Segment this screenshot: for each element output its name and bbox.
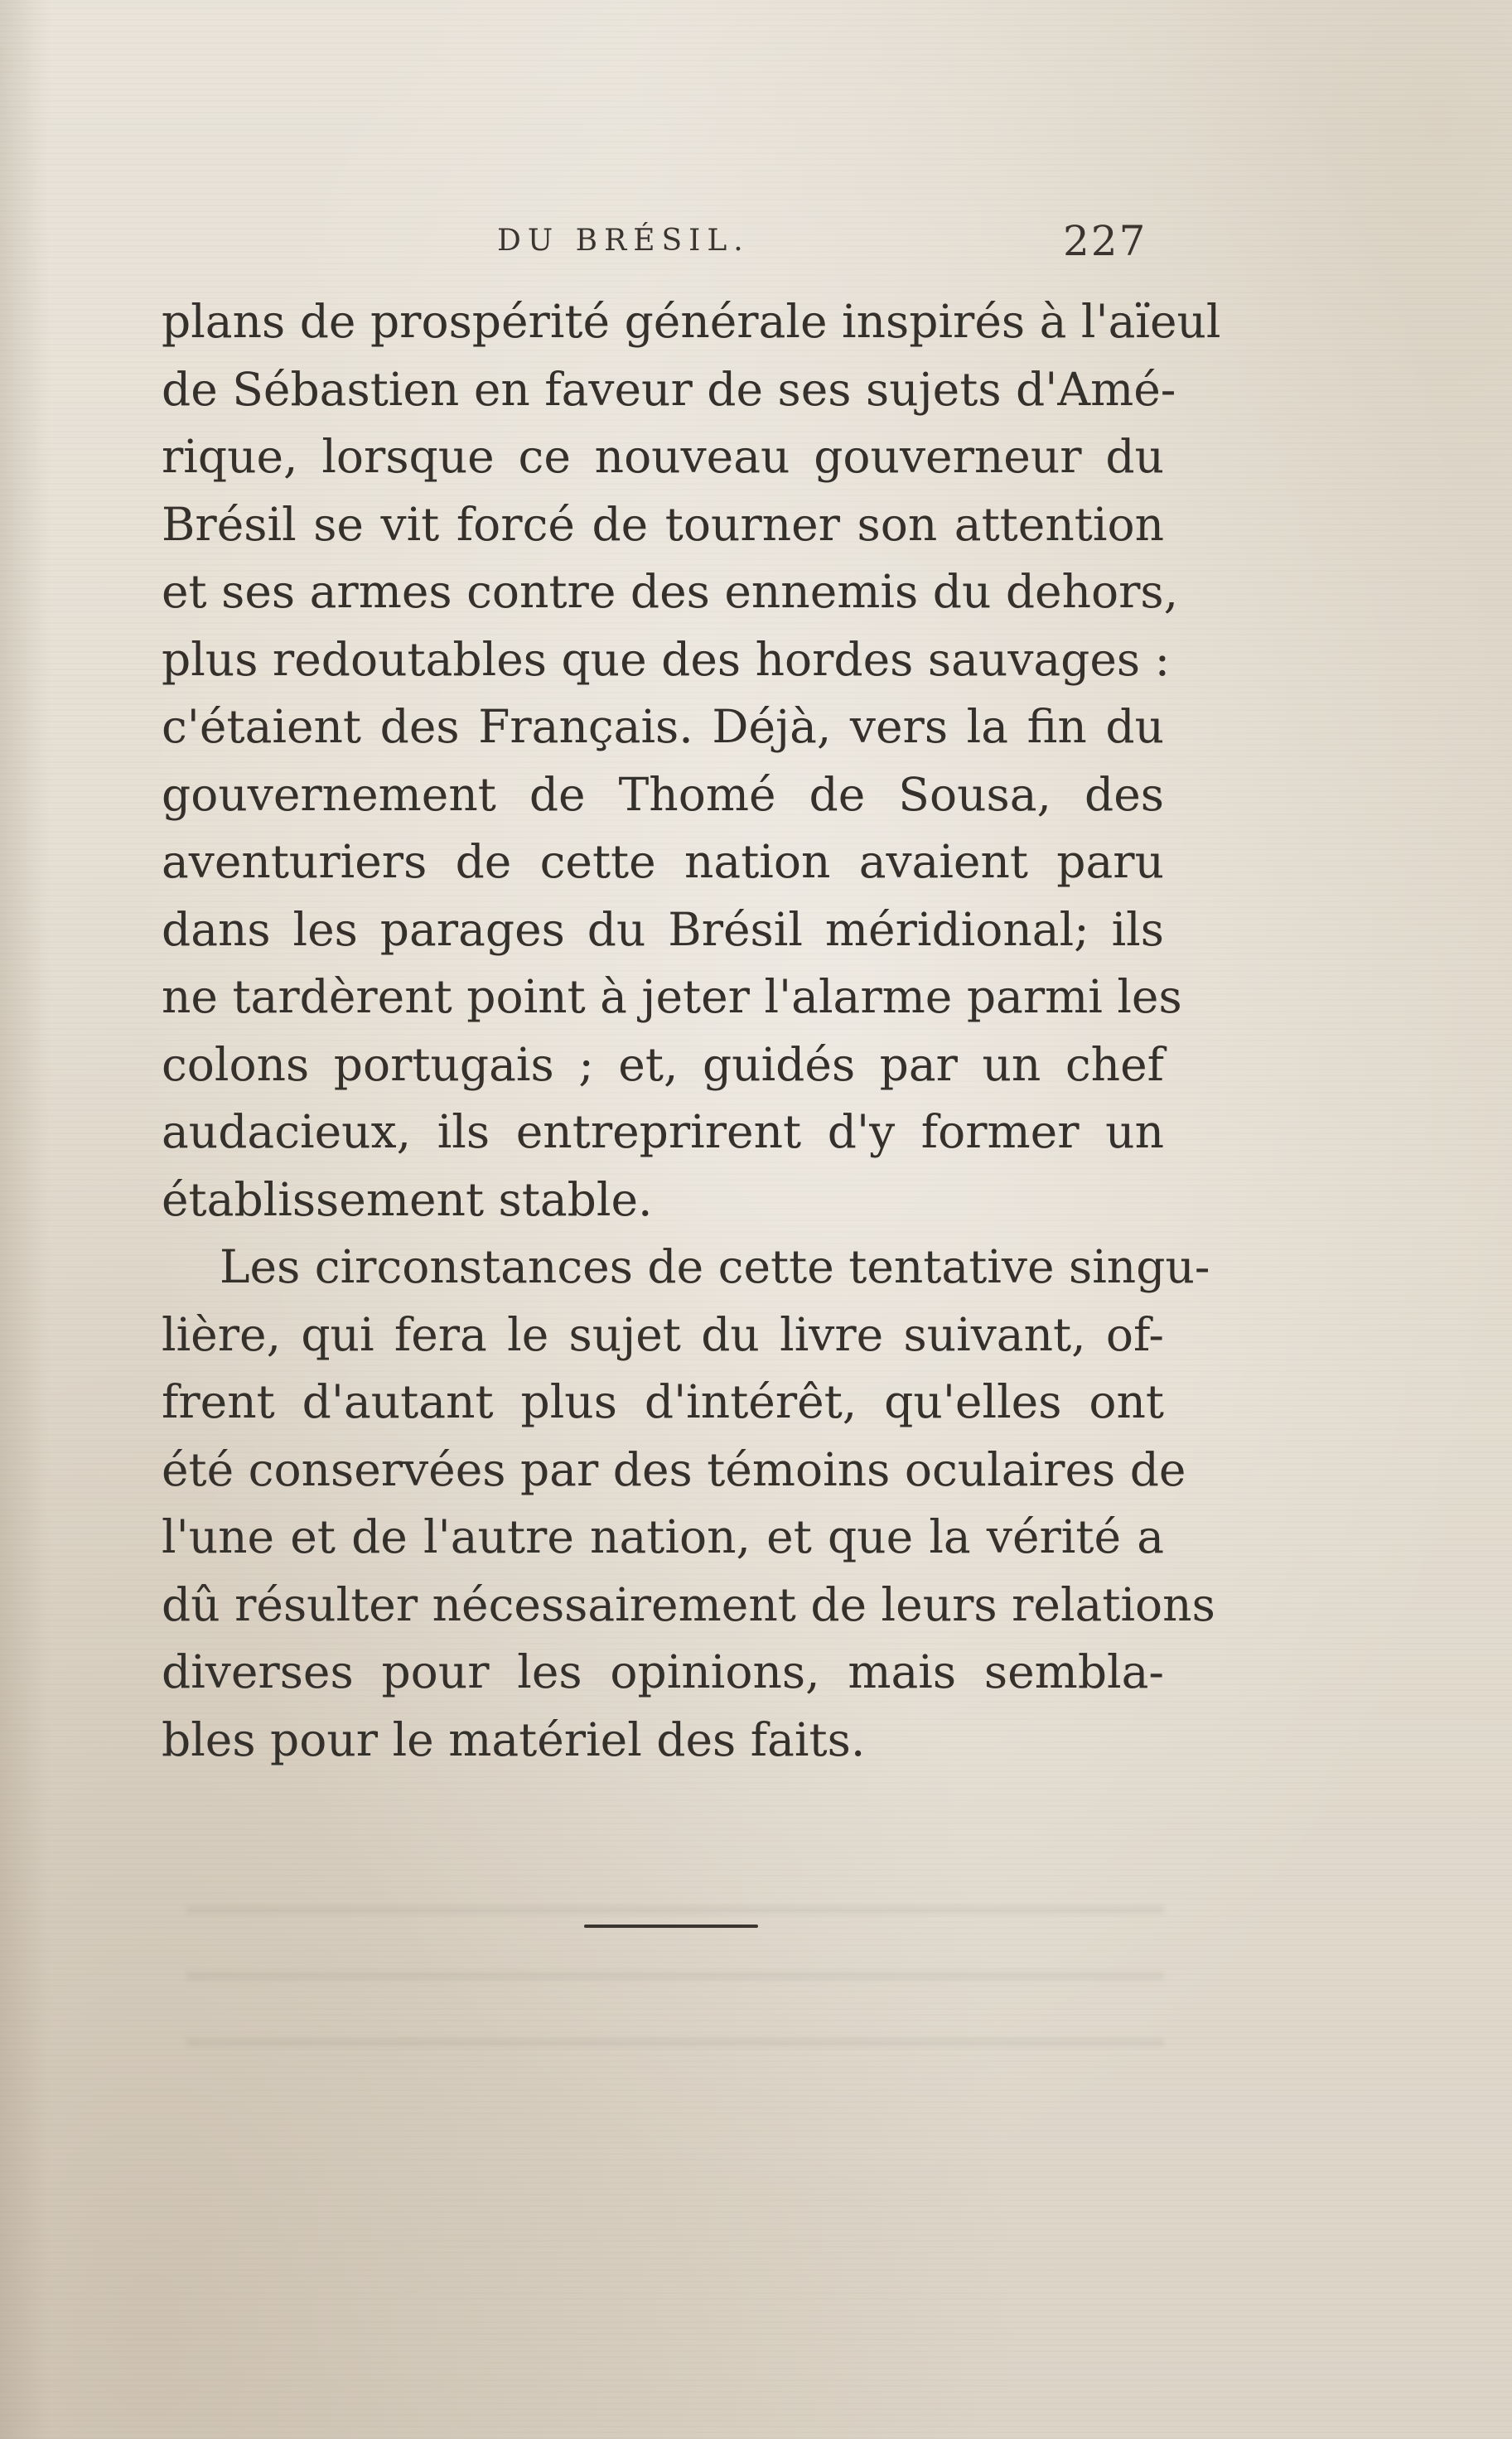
paragraph-1 <box>162 288 1221 1234</box>
text-line: Les circonstances de cette tentative singu- <box>220 1240 1210 1293</box>
text-line: audacieux, ils entreprirent d'y former un <box>162 1105 1164 1158</box>
page-number: 227 <box>1063 217 1147 265</box>
text-line: plans de prospérité générale inspirés à l'aïeul <box>162 295 1221 348</box>
section-end-rule <box>584 1925 758 1928</box>
body-text <box>162 288 1221 1774</box>
show-through-bleed <box>186 1847 1164 2046</box>
paragraph-2 <box>162 1234 1215 1774</box>
text-line: lière, qui fera le sujet du livre suivant, of- <box>162 1307 1164 1361</box>
running-title: DU BRÉSIL. <box>497 224 750 258</box>
text-line: frent d'autant plus d'intérêt, qu'elles ont <box>162 1375 1164 1428</box>
text-line: l'une et de l'autre nation, et que la vérité a <box>162 1510 1164 1563</box>
text-line: dû résulter nécessairement de leurs relations <box>162 1577 1215 1631</box>
text-line: établissement stable. <box>162 1172 653 1226</box>
text-line: diverses pour les opinions, mais sembla- <box>162 1645 1164 1698</box>
text-line: aventuriers de cette nation avaient paru <box>162 835 1164 888</box>
text-line: gouvernement de Thomé de Sousa, des <box>162 767 1164 821</box>
text-line: Brésil se vit forcé de tourner son attention <box>162 497 1164 551</box>
text-line: de Sébastien en faveur de ses sujets d'Amé- <box>162 362 1176 416</box>
page-edge-shadow <box>0 0 50 2439</box>
page-header <box>0 217 1512 267</box>
text-line: c'étaient des Français. Déjà, vers la fin du <box>162 700 1164 753</box>
text-line: plus redoutables que des hordes sauvages : <box>162 632 1171 686</box>
text-line: ne tardèrent point à jeter l'alarme parmi les <box>162 970 1182 1023</box>
text-line: colons portugais ; et, guidés par un chef <box>162 1037 1164 1091</box>
text-line: dans les parages du Brésil méridional; ils <box>162 902 1164 956</box>
text-line: été conservées par des témoins oculaires de <box>162 1442 1186 1496</box>
text-line: et ses armes contre des ennemis du dehors, <box>162 565 1179 618</box>
text-line: bles pour le matériel des faits. <box>162 1712 866 1766</box>
text-line: rique, lorsque ce nouveau gouverneur du <box>162 430 1164 483</box>
